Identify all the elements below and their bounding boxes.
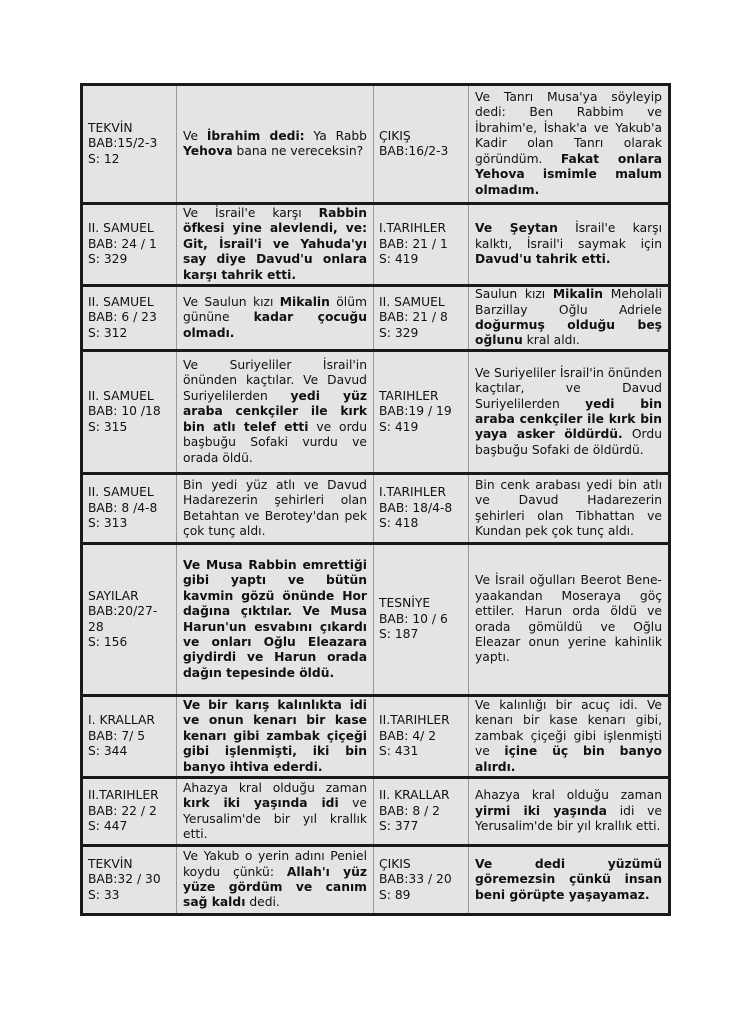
bold-text: Fakat onlara Yehova ismimle malum olmadım. — [475, 151, 662, 197]
text: Bin yedi yüz atlı ve Davud Hadarezerin şehirleri olan Betahtan ve Berotey'dan pek çok tunç aldı. — [183, 477, 367, 538]
bold-text: Ve dedi yüzümü göremezsin çünkü insan beni görüpte yaşayamaz. — [475, 856, 662, 902]
text: Bin cenk arabası yedi bin atlı ve Davud Hadarezerin şehirleri olan Tibhattan ve Kundan pek çok tunç aldı. — [475, 477, 662, 538]
text: Saulun kızı — [475, 287, 553, 302]
reference-line: S: 315 — [88, 419, 128, 434]
table-row — [82, 204, 670, 286]
text: Meholali Barzillay Oğlu Adriele — [475, 287, 663, 317]
text: dedi. — [245, 895, 280, 910]
verse-text-cell — [469, 85, 670, 204]
verse-text-cell — [469, 696, 670, 778]
bold-text: Yehova — [183, 144, 233, 158]
reference-line: BAB: 7/ 5 — [88, 728, 146, 743]
reference-line: S: 187 — [379, 627, 419, 642]
verse-text-cell — [469, 204, 670, 286]
text: Ve Suriyeliler İsrail'in önünden kaçtılar, ve Davud Suriyelilerden — [475, 365, 662, 411]
verse-text-cell — [177, 351, 374, 474]
bold-text: Ve Musa Rabbin emrettiği gibi yaptı ve bütün kavmin gözü önünde Hor dağına çıktılar. Ve Musa Harun'un esvabını çıkardı ve onları Oğlu Eleazara giydirdi ve Harun orada dağın tepesinde öldü. — [183, 557, 367, 680]
verse-text-cell — [469, 846, 670, 915]
verse-reference-cell — [374, 778, 469, 846]
reference-line: BAB: 21 / 8 — [379, 310, 448, 325]
verse-reference-cell — [374, 204, 469, 286]
verse-reference-cell — [374, 85, 469, 204]
reference-line: S: 344 — [88, 744, 128, 759]
reference-line: BAB: 4/ 2 — [379, 728, 437, 743]
reference-line: 28 — [88, 619, 104, 634]
text: Ahazya kral olduğu zaman — [475, 788, 662, 803]
text: Ve kalınlığı bir acuç idi. Ve kenarı bir kase kenarı gibi, zambak çiçeği gibi işlenmişti ve — [475, 697, 662, 759]
reference-line: II. SAMUEL — [379, 294, 445, 309]
verse-reference-cell — [374, 846, 469, 915]
reference-line: II.TARIHLER — [88, 788, 159, 803]
reference-line: TEKVİN — [88, 120, 133, 135]
text: idi ve Yerusalim'de bir yıl krallık etti. — [475, 803, 662, 834]
text: bana ne vereceksin? — [232, 144, 364, 158]
table-row — [82, 544, 670, 696]
reference-line: S: 89 — [379, 887, 411, 902]
bold-text: yirmi iki yaşında — [475, 803, 607, 818]
table-row — [82, 846, 670, 915]
reference-line: ÇIKIS — [379, 856, 411, 871]
verse-text-cell — [177, 846, 374, 915]
reference-line: II. SAMUEL — [88, 485, 154, 500]
verse-reference-cell — [82, 351, 177, 474]
verse-reference-cell — [82, 474, 177, 544]
comparison-table — [80, 83, 671, 916]
bold-text: kadar çocuğu olmadı. — [183, 310, 367, 340]
reference-line: S: 419 — [379, 252, 419, 267]
reference-line: BAB: 6 / 23 — [88, 310, 157, 325]
table-row — [82, 85, 670, 204]
reference-line: BAB:19 / 19 — [379, 404, 452, 419]
verse-reference-cell — [82, 204, 177, 286]
text: Ordu başbuğu Sofaki de öldürdü. — [475, 427, 663, 457]
table-row — [82, 778, 670, 846]
reference-line: S: 313 — [88, 516, 128, 531]
verse-text-cell — [469, 351, 670, 474]
reference-line: II.TARIHLER — [379, 713, 450, 728]
reference-line: I.TARIHLER — [379, 485, 447, 500]
verse-reference-cell — [374, 286, 469, 351]
reference-line: BAB:20/27- — [88, 604, 158, 619]
text: ölüm gününe — [183, 294, 367, 325]
table-row — [82, 696, 670, 778]
table-row — [82, 286, 670, 351]
bold-text: Ve Şeytan — [475, 221, 558, 236]
bold-text: Ve bir karış kalınlıkta idi ve onun kenarı bir kase kenarı gibi zambak çiçeği gibi işlenmişti, iki bin banyo ihtiva ederdi. — [183, 697, 367, 774]
bold-text: yedi yüz araba cenkçiler ile kırk bin atlı telef etti — [183, 388, 367, 434]
table-row — [82, 351, 670, 474]
reference-line: BAB: 10 /18 — [88, 404, 161, 419]
reference-line: S: 377 — [379, 819, 419, 834]
reference-line: TESNİYE — [379, 596, 431, 611]
bold-text: Rabbin öfkesi yine alevlendi, ve: Git, İsrail'i ve Yahuda'yı say diye Davud'u onlara karşı tahrik etti. — [183, 205, 367, 282]
reference-line: BAB:32 / 30 — [88, 872, 161, 887]
bold-text: Davud'u tahrik etti. — [475, 252, 611, 267]
text: ve ordu başbuğu Sofaki vurdu ve orada öldü. — [183, 419, 368, 465]
reference-line: I.TARIHLER — [379, 221, 447, 236]
bold-text: içine üç bin banyo alırdı. — [475, 744, 662, 774]
table-row — [82, 474, 670, 544]
bold-text: kırk iki yaşında idi — [183, 796, 339, 811]
verse-reference-cell — [374, 474, 469, 544]
reference-line: II. SAMUEL — [88, 294, 154, 309]
verse-reference-cell — [374, 544, 469, 696]
verse-text-cell — [469, 286, 670, 351]
reference-line: S: 419 — [379, 419, 419, 434]
verse-reference-cell — [82, 778, 177, 846]
reference-line: TARIHLER — [379, 388, 439, 403]
reference-line: BAB: 8 /4-8 — [88, 500, 158, 515]
reference-line: ÇIKIŞ — [379, 128, 411, 143]
verse-text-cell — [469, 778, 670, 846]
verse-text-cell — [177, 778, 374, 846]
verse-text-cell — [469, 544, 670, 696]
verse-reference-cell — [374, 696, 469, 778]
verse-reference-cell — [82, 85, 177, 204]
text: ve Yerusalim'de bir yıl krallık etti. — [183, 796, 367, 841]
reference-line: BAB:15/2-3 — [88, 136, 158, 151]
text: Ve İsrail oğulları Beerot Bene-yaakandan Moseraya göç ettiler. Harun orda öldü ve orada gömüldü ve Oğlu Eleazar onun yerine kahinlik yaptı. — [475, 573, 662, 665]
text: İsrail'e karşı kalktı, İsrail'i saymak için — [475, 221, 662, 251]
reference-line: I. KRALLAR — [88, 713, 155, 728]
verse-reference-cell — [82, 544, 177, 696]
bold-text: Mikalin — [279, 294, 330, 309]
reference-line: S: 431 — [379, 744, 419, 759]
verse-text-cell — [177, 286, 374, 351]
verse-reference-cell — [82, 696, 177, 778]
bold-text: Allah'ı yüz yüze gördüm ve canım sağ kaldı — [183, 864, 368, 910]
bold-text: doğurmuş olduğu beş oğlunu — [475, 318, 662, 348]
reference-line: S: 329 — [379, 325, 419, 340]
reference-line: S: 329 — [88, 252, 128, 267]
reference-line: BAB: 24 / 1 — [88, 236, 157, 251]
reference-line: BAB: 22 / 2 — [88, 803, 157, 818]
verse-text-cell — [177, 696, 374, 778]
text: Ve Tanrı Musa'ya söyleyip dedi: Ben Rabbim ve İbrahim'e, İshak'a ve Yakub'a Kadir olan Tanrı olarak göründüm. — [475, 90, 662, 166]
verse-reference-cell — [82, 286, 177, 351]
verse-text-cell — [177, 474, 374, 544]
bold-text: yedi bin araba cenkçiler ile kırk bin yaya asker öldürdü. — [475, 396, 662, 442]
verse-text-cell — [177, 544, 374, 696]
text: Ve — [183, 128, 207, 143]
reference-line: S: 12 — [88, 151, 120, 166]
reference-line: II. KRALLAR — [379, 788, 450, 803]
reference-line: TEKVİN — [88, 856, 133, 871]
reference-line: BAB:16/2-3 — [379, 144, 449, 158]
bold-text: Mikalin — [552, 287, 604, 302]
text: Ve İsrail'e karşı — [183, 205, 319, 220]
text: Ya Rabb — [304, 128, 367, 143]
reference-line: S: 447 — [88, 819, 128, 834]
text: Ve Suriyeliler İsrail'in önünden kaçtılar. Ve Davud Suriyelilerden — [183, 358, 367, 403]
reference-line: BAB:33 / 20 — [379, 872, 452, 887]
reference-line: BAB: 18/4-8 — [379, 500, 453, 515]
reference-line: S: 418 — [379, 516, 419, 531]
bold-text: İbrahim dedi: — [206, 128, 305, 143]
reference-line: II. SAMUEL — [88, 221, 154, 236]
reference-line: II. SAMUEL — [88, 388, 154, 403]
verse-text-cell — [469, 474, 670, 544]
verse-reference-cell — [82, 846, 177, 915]
verse-text-cell — [177, 204, 374, 286]
reference-line: S: 33 — [88, 887, 120, 902]
reference-line: SAYILAR — [88, 588, 139, 603]
reference-line: BAB: 21 / 1 — [379, 236, 448, 251]
text: Ve Yakub o yerin adını Peniel koydu çünkü: — [183, 849, 367, 879]
text: Ve Saulun kızı — [183, 294, 280, 309]
verse-text-cell — [177, 85, 374, 204]
text: kral aldı. — [522, 333, 580, 348]
verse-reference-cell — [374, 351, 469, 474]
text: Ahazya kral olduğu zaman — [183, 780, 367, 795]
reference-line: S: 156 — [88, 634, 128, 649]
reference-line: BAB: 8 / 2 — [379, 803, 440, 818]
reference-line: BAB: 10 / 6 — [379, 611, 448, 626]
reference-line: S: 312 — [88, 325, 128, 340]
